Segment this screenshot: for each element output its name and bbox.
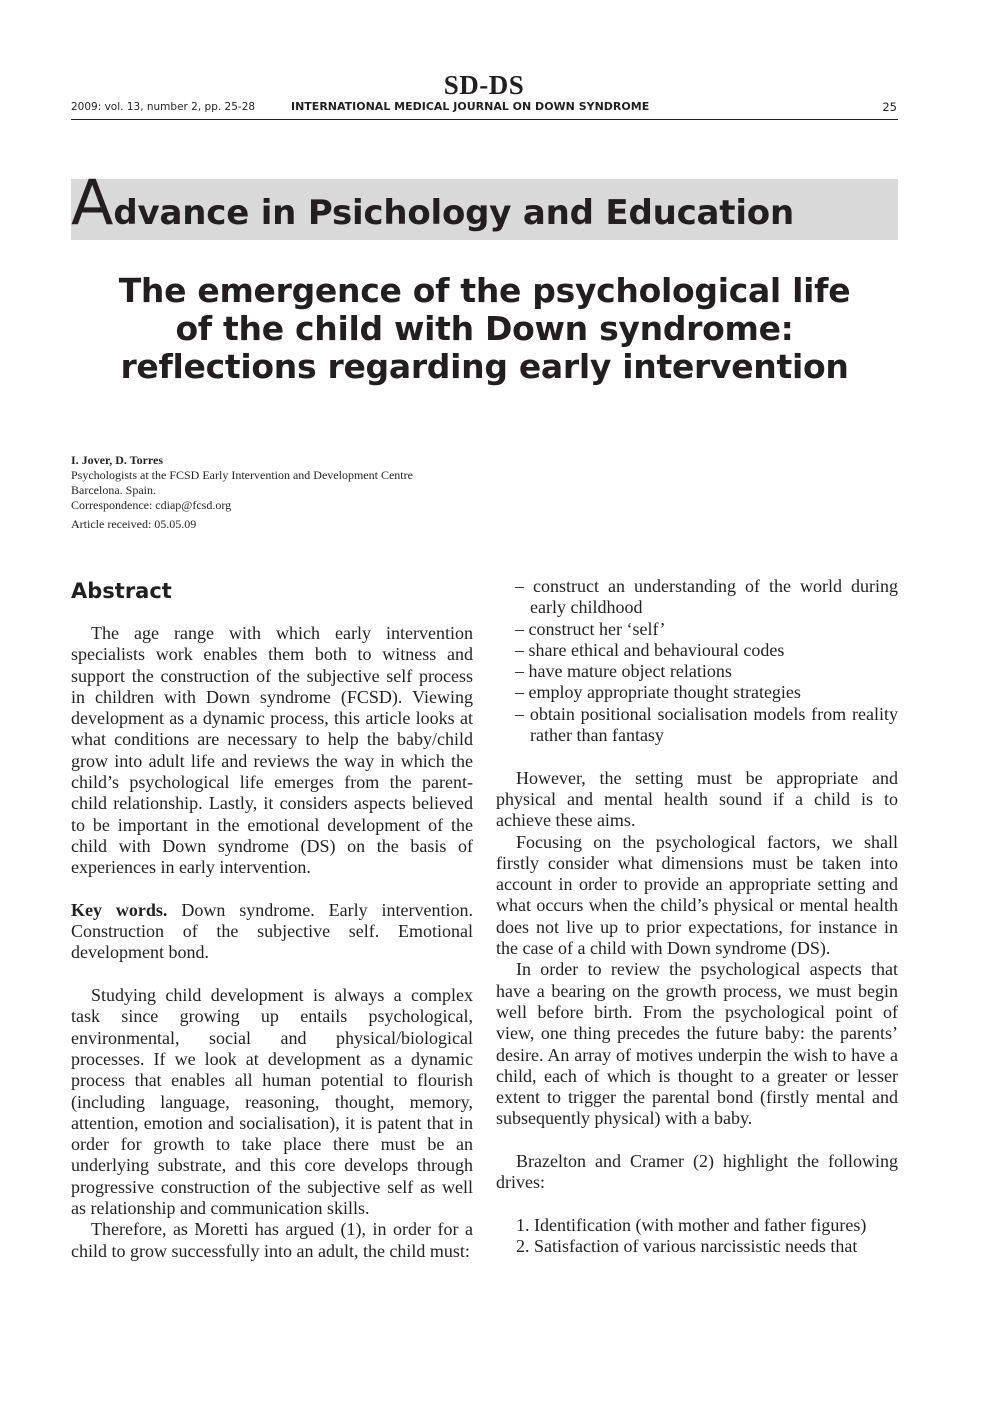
article-title-line: of the child with Down syndrome: xyxy=(175,309,794,348)
requirements-list xyxy=(496,576,898,746)
body-paragraph: However, the setting must be appropriate and physical and mental health sound if a child is to achieve these aims. xyxy=(496,767,898,831)
journal-name: INTERNATIONAL MEDICAL JOURNAL ON DOWN SYNDROME xyxy=(291,100,650,113)
correspondence-email: Correspondence: cdiap@fcsd.org xyxy=(71,498,232,512)
left-column xyxy=(71,576,473,1262)
author-affiliation: Psychologists at the FCSD Early Intervention and Development Centre xyxy=(71,468,413,482)
list-item: – construct an understanding of the world during early childhood xyxy=(515,576,898,618)
body-paragraph: Focusing on the psychological factors, we shall firstly consider what dimensions must be taken into account in order to provide an appropriate setting and what occurs when the child’s physical or mental health does not live up to prior expectations, for instance in the case of a child with Down syndrome (DS). xyxy=(496,831,898,959)
right-column xyxy=(496,576,898,1258)
article-title xyxy=(71,272,898,386)
article-title-line: The emergence of the psychological life xyxy=(118,271,851,310)
list-item: – share ethical and behavioural codes xyxy=(515,639,785,660)
list-item: – obtain positional socialisation models from reality rather than fantasy xyxy=(515,703,898,746)
list-item: – employ appropriate thought strategies xyxy=(515,682,801,703)
page-number: 25 xyxy=(882,100,897,114)
abstract-heading: Abstract xyxy=(71,579,172,603)
keywords xyxy=(71,900,473,964)
author-location: Barcelona. Spain. xyxy=(71,483,156,497)
abstract-text: The age range with which early intervention specialists work enables them both to witness and support the construction of the subjective self process in children with Down syndrome (FCSD). Viewing development as a dynamic process, this article looks at what conditions are necessary to help the baby/child grow into adult life and reviews the way in which the child’s psychological life emerges from the parent-child relationship. Lastly, it considers aspects believed to be important in the emotional development of the child with Down syndrome (DS) on the basis of experiences in early intervention. xyxy=(71,623,473,878)
header-rule xyxy=(71,119,898,120)
body-paragraph: Studying child development is always a complex task since growing up entails psychological, environmental, social and physical/biological processes. If we look at development as a dynamic process that enables all human potential to flourish (including language, reasoning, thought, memory, attention, emotion and socialisation), it is patent that in order for growth to take place there must be an underlying substrate, and this core develops through progressive construction of the subjective self as well as relationship and communication skills. xyxy=(71,985,473,1219)
body-paragraph: In order to review the psychological aspects that have a bearing on the growth process, we must begin well before birth. From the psychological point of view, one thing precedes the future baby: the parents’ desire. An array of motives underpin the wish to have a child, each of which is thought to a greater or lesser extent to trigger the parental bond (firstly mental and subsequently physical) with a baby. xyxy=(496,959,898,1129)
author-info xyxy=(71,453,413,532)
journal-abbreviation: SD-DS xyxy=(443,70,525,100)
issue-info: 2009: vol. 13, number 2, pp. 25-28 xyxy=(71,101,256,113)
section-title-text: dvance in Psichology and Education xyxy=(113,193,794,233)
list-item: – have mature object relations xyxy=(515,661,732,682)
keywords-label: Key words. xyxy=(71,899,168,920)
author-names: I. Jover, D. Torres xyxy=(71,453,164,467)
keywords-text: Down syndrome. Early intervention. Construction of the subjective self. Emotional development bond. xyxy=(71,899,473,963)
numbered-item: 2. Satisfaction of various narcissistic needs that xyxy=(516,1236,858,1257)
received-date: Article received: 05.05.09 xyxy=(71,517,197,531)
numbered-item: 1. Identification (with mother and father figures) xyxy=(516,1214,867,1235)
body-paragraph: Therefore, as Moretti has argued (1), in order for a child to grow successfully into an adult, the child must: xyxy=(71,1219,473,1261)
body-paragraph: Brazelton and Cramer (2) highlight the following drives: xyxy=(496,1151,898,1193)
list-item: – construct her ‘self’ xyxy=(515,618,666,639)
section-title xyxy=(71,166,794,239)
section-banner xyxy=(71,166,898,240)
section-title-dropcap: A xyxy=(71,166,114,239)
article-title-line: reflections regarding early intervention xyxy=(120,347,849,386)
